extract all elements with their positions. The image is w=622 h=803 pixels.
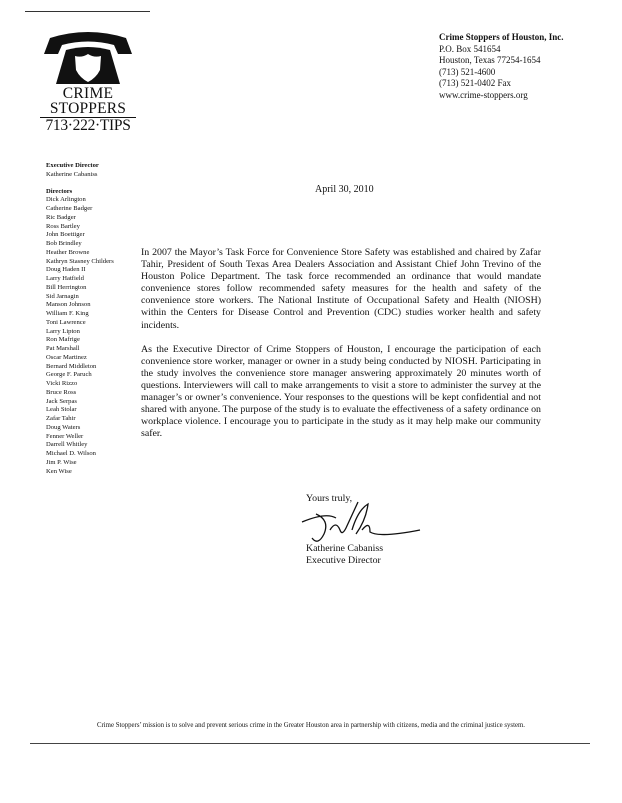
director-name: George F. Paruch	[46, 371, 92, 379]
director-name: Michael D. Wilson	[46, 450, 96, 457]
org-website: www.crime-stoppers.org	[439, 89, 528, 100]
logo-line-phone: 713·222·TIPS	[45, 117, 131, 134]
director-name: Ric Badger	[46, 213, 76, 221]
letter-closing: Yours truly,	[306, 493, 353, 504]
director-name: Bruce Ross	[46, 388, 77, 396]
director-name: Ron Mafrige	[46, 336, 80, 344]
director-name: Bill Herrington	[46, 283, 87, 291]
directors-heading: Directors	[46, 187, 73, 195]
mission-statement: Crime Stoppers’ mission is to solve and prevent serious crime in the Greater Houston area in partnership with citizens, media and the criminal justice system.	[97, 722, 525, 729]
telephone-badge-icon	[40, 28, 136, 86]
signer-title: Executive Director	[306, 555, 381, 567]
director-name: Doug Haden II	[46, 266, 86, 274]
org-name: Crime Stoppers of Houston, Inc.	[439, 32, 564, 42]
director-name: William F. King	[46, 310, 89, 317]
director-name: Catherine Badger	[46, 205, 93, 212]
director-name: Larry Lipton	[46, 327, 80, 335]
director-name: Larry Hatfield	[46, 275, 84, 282]
logo-line-stoppers: STOPPERS	[40, 101, 136, 118]
letter-paragraph: In 2007 the Mayor’s Task Force for Convenience Store Safety was established and chaired by Zafar Tahir, President of South Texas Area Dealers Association and Assistant Chief John Trevino of the Houston Police Department. The task force recommended an ordinance that would mandate convenience stores follow recommended safety measures for the health and safety of the convenience store workers. The National Institute of Occupational Safety and Health (NIOSH) within the Centers for Disease Control and Prevention (CDC) studies worker health and safety incidents.	[141, 247, 541, 331]
director-name: Jack Serpas	[46, 397, 77, 405]
director-name: John Boettiger	[46, 231, 85, 239]
logo-line-crime: CRIME	[62, 85, 114, 102]
director-name: Ken Wise	[46, 467, 72, 475]
exec-director-heading: Executive Director	[46, 162, 99, 169]
director-name: Toni Lawrence	[46, 318, 86, 326]
director-name: Zafar Tahir	[46, 415, 76, 422]
top-rule	[25, 11, 150, 12]
director-name: Ross Bartley	[46, 222, 80, 230]
org-address-line1: P.O. Box 541654	[439, 43, 501, 54]
director-name: Darrell Whitley	[46, 441, 88, 449]
letter-date: April 30, 2010	[315, 184, 374, 195]
director-name: Oscar Martinez	[46, 353, 87, 361]
director-name: Bernard Middleton	[46, 362, 97, 370]
director-name: Dick Arlington	[46, 196, 86, 204]
director-name: Doug Waters	[46, 423, 81, 431]
signer-name: Katherine Cabaniss	[306, 543, 384, 554]
crime-stoppers-logo	[40, 28, 136, 133]
bottom-rule	[30, 743, 590, 744]
org-fax: (713) 521-0402 Fax	[439, 78, 511, 88]
director-name: Sid Jarnagin	[46, 292, 79, 300]
director-name: Pat Marshall	[46, 345, 80, 352]
org-address-line2: Houston, Texas 77254-1654	[439, 55, 541, 65]
org-phone: (713) 521-4600	[439, 66, 496, 77]
director-name: Manson Johnson	[46, 301, 91, 309]
signer-block	[306, 543, 383, 567]
exec-director-name: Katherine Cabaniss	[46, 170, 98, 178]
director-name: Bob Brindley	[46, 240, 82, 247]
director-name: Jim P. Wise	[46, 458, 77, 466]
director-name: Vicki Rizzo	[46, 380, 78, 387]
directors-list	[46, 196, 114, 476]
director-name: Leah Stolar	[46, 406, 77, 414]
letter-paragraph: As the Executive Director of Crime Stoppers of Houston, I encourage the participation of each convenience store worker, manager or owner in a study being conducted by NIOSH. Participating in the study involves the convenience store manager answering approximately 20 minutes worth of questions. Interviewers will call to make arrangements to visit a store to administer the survey at the manager’s or owner’s convenience. Your responses to the questions will be kept confidential and not shared with anyone. The purpose of the study is to evaluate the effectiveness of a safety ordinance on workplace violence. I encourage you to participate in the study as it may help make our community safer.	[141, 343, 541, 440]
director-name: Kathryn Stasney Childers	[46, 257, 114, 265]
director-name: Heather Browne	[46, 248, 90, 256]
director-name: Fenner Weller	[46, 432, 84, 440]
organization-address-block	[439, 32, 564, 101]
board-sidebar	[46, 162, 114, 476]
letter-body	[141, 247, 541, 452]
